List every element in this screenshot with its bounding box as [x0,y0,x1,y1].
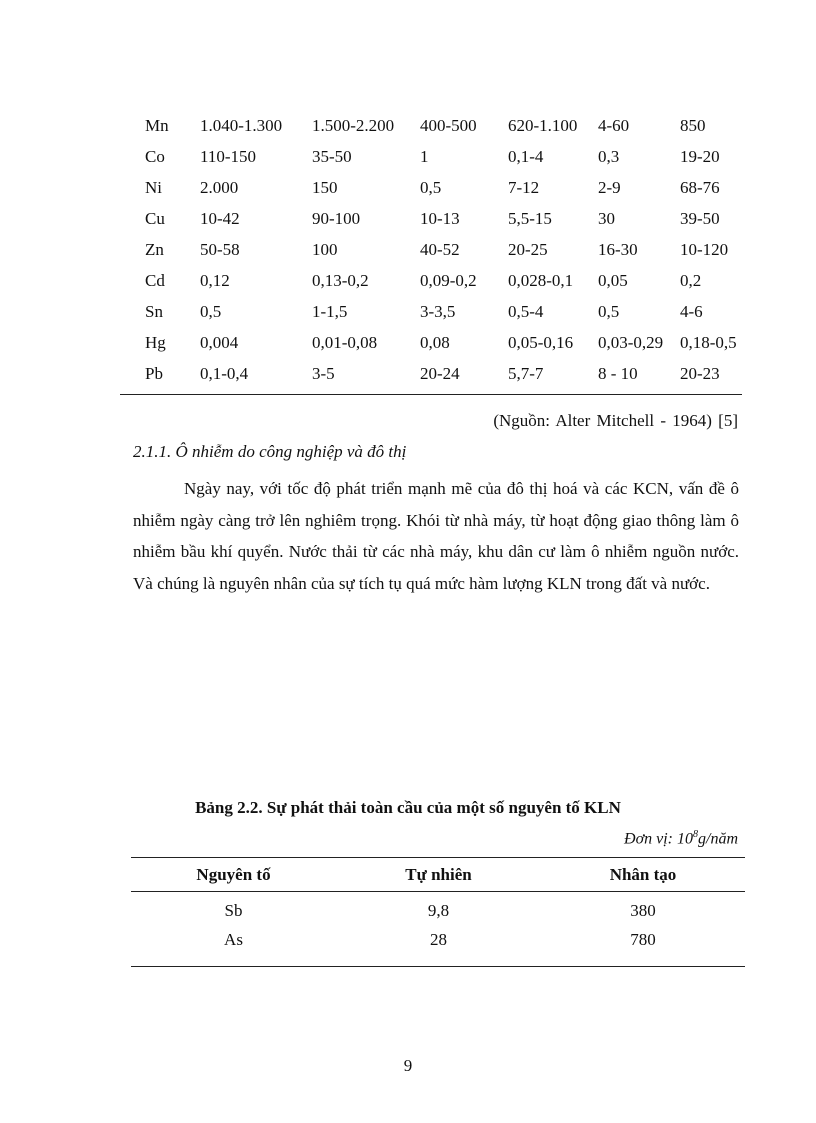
table-cell: 0,13-0,2 [312,270,369,290]
table-cell: 35-50 [312,146,352,166]
unit-suffix: g/năm [698,830,738,848]
element-cell: Mn [145,115,169,135]
table-row [120,203,740,234]
table-cell: 100 [312,239,338,259]
table-row [120,141,740,172]
table-cell: 0,028-0,1 [508,270,574,290]
element-cell: Co [145,146,165,166]
table-cell: 620-1.100 [508,115,578,135]
table-cell: 150 [312,177,338,197]
table-cell: 28 [336,926,541,967]
table-cell: 0,2 [680,270,702,290]
table-cell: 2-9 [598,177,621,197]
table-cell: 50-58 [200,239,240,259]
table-cell: 3-5 [312,363,335,383]
table-cell: 0,05 [598,270,628,290]
table-cell: 0,12 [200,270,230,290]
table-cell: 110-150 [200,146,257,166]
table-cell: 5,7-7 [508,363,544,383]
table-cell: 0,004 [200,332,239,352]
element-cell: Zn [145,239,164,259]
unit-exponent: 8 [693,829,698,840]
table-cell: 0,3 [598,146,620,166]
heavy-metal-content-table [120,110,740,389]
table-cell: 0,05-0,16 [508,332,574,352]
table-cell: 0,5 [420,177,442,197]
column-header: Nguyên tố [131,858,336,892]
table-cell: 0,01-0,08 [312,332,378,352]
table-cell: 8 - 10 [598,363,638,383]
table-cell: 10-42 [200,208,240,228]
table-unit [624,829,738,848]
table-cell: 0,5 [598,301,620,321]
element-cell: Pb [145,363,163,383]
page-number: 9 [403,1056,413,1075]
table-cell: 20-24 [420,363,460,383]
table-cell: 39-50 [680,208,720,228]
table-cell: 16-30 [598,239,638,259]
table-cell: 5,5-15 [508,208,552,228]
table-cell: 1.500-2.200 [312,115,395,135]
table-cell: 4-6 [680,301,703,321]
unit-prefix: Đơn vị: 10 [624,830,693,848]
table-cell: 2.000 [200,177,239,197]
table-cell: 0,5 [200,301,222,321]
table-cell: 90-100 [312,208,361,228]
table-cell: 20-23 [680,363,720,383]
table-row [120,234,740,265]
table-cell: 10-13 [420,208,460,228]
table-cell: 20-25 [508,239,548,259]
table-cell: 1-1,5 [312,301,348,321]
table-cell: 4-60 [598,115,630,135]
table-title: Bảng 2.2. Sự phát thải toàn cầu của một số nguyên tố KLN [195,798,621,817]
table-cell: 68-76 [680,177,720,197]
table-cell: 780 [541,926,745,967]
table-cell: 1 [420,146,429,166]
table-row [120,265,740,296]
global-emission-table [131,857,745,967]
element-cell: Hg [145,332,166,352]
table-cell: 7-12 [508,177,540,197]
table-header-row [131,858,745,892]
table-cell: 0,1-0,4 [200,363,249,383]
table-cell: 0,03-0,29 [598,332,664,352]
table-cell: 0,09-0,2 [420,270,477,290]
table-row [131,926,745,967]
table-source-citation: (Nguồn: Alter Mitchell - 1964) [5] [493,411,738,430]
element-cell: Sn [145,301,163,321]
body-paragraph: Ngày nay, với tốc độ phát triển mạnh mẽ của đô thị hoá và các KCN, vấn đề ô nhiễm ngày càng trở lên nghiêm trọng. Khói từ nhà máy, từ hoạt động giao thông làm ô nhiễm bầu khí quyển. Nước thải từ các nhà máy, khu dân cư làm ô nhiễm nguồn nước. Và chúng là nguyên nhân của sự tích tụ quá mức hàm lượng KLN trong đất và nước. [133,479,739,593]
table-cell: As [131,926,336,967]
table-cell: 0,08 [420,332,450,352]
table-row [120,358,740,389]
section-heading: 2.1.1. Ô nhiễm do công nghiệp và đô thị [133,442,407,461]
table-row [131,892,745,927]
table-cell: 0,5-4 [508,301,544,321]
table-cell: 0,18-0,5 [680,332,737,352]
column-header: Nhân tạo [541,858,745,892]
table-row [120,327,740,358]
table-cell: 1.040-1.300 [200,115,283,135]
table-row [120,172,740,203]
table-cell: 380 [630,900,656,920]
table-cell: 10-120 [680,239,729,259]
table-cell: Sb [224,900,243,920]
element-cell: Cd [145,270,165,290]
table-cell: 3-3,5 [420,301,456,321]
table-cell: 400-500 [420,115,477,135]
element-cell: Ni [145,177,162,197]
table-cell: 19-20 [680,146,720,166]
table-cell: 850 [680,115,706,135]
table-cell: 9,8 [427,900,450,920]
table-bottom-rule [120,394,742,395]
table-row [120,296,740,327]
table-row [120,110,740,141]
table-cell: 40-52 [420,239,460,259]
table-cell: 0,1-4 [508,146,544,166]
table-cell: 30 [598,208,615,228]
element-cell: Cu [145,208,165,228]
column-header: Tự nhiên [336,858,541,892]
